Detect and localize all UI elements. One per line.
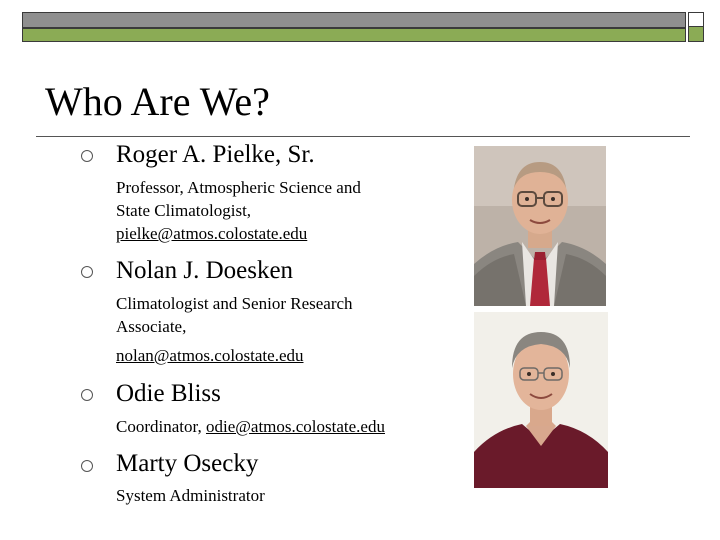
person-desc-osecky: System Administrator	[116, 486, 265, 505]
slide-title: Who Are We?	[45, 79, 270, 124]
header-bar-gray	[22, 12, 686, 28]
desc-prefix: Coordinator,	[116, 417, 206, 436]
person-name-osecky: Marty Osecky	[116, 450, 259, 477]
email-link-doesken[interactable]: nolan@atmos.colostate.edu	[116, 346, 304, 365]
person-name-doesken: Nolan J. Doesken	[116, 257, 294, 284]
title-divider	[36, 136, 690, 137]
person-name-pielke: Roger A. Pielke, Sr.	[116, 141, 315, 168]
bullet-icon	[81, 389, 93, 401]
person-name-bliss: Odie Bliss	[116, 380, 221, 407]
portrait-photo-doesken	[474, 312, 608, 488]
person-desc-doesken	[116, 292, 456, 367]
header-corner-box	[688, 12, 704, 42]
portrait-photo-pielke	[474, 146, 606, 306]
bullet-icon	[81, 150, 93, 162]
desc-line: Climatologist and Senior Research	[116, 294, 353, 313]
desc-line: State Climatologist,	[116, 201, 252, 220]
header-bar-green	[22, 28, 686, 42]
person-desc-bliss	[116, 415, 496, 438]
desc-line: Associate,	[116, 317, 187, 336]
desc-line: Professor, Atmospheric Science and	[116, 178, 361, 197]
email-link-bliss[interactable]: odie@atmos.colostate.edu	[205, 417, 385, 436]
bullet-icon	[81, 460, 93, 472]
email-link-pielke[interactable]: pielke@atmos.colostate.edu	[116, 224, 308, 243]
bullet-icon	[81, 266, 93, 278]
person-desc-pielke	[116, 176, 456, 245]
